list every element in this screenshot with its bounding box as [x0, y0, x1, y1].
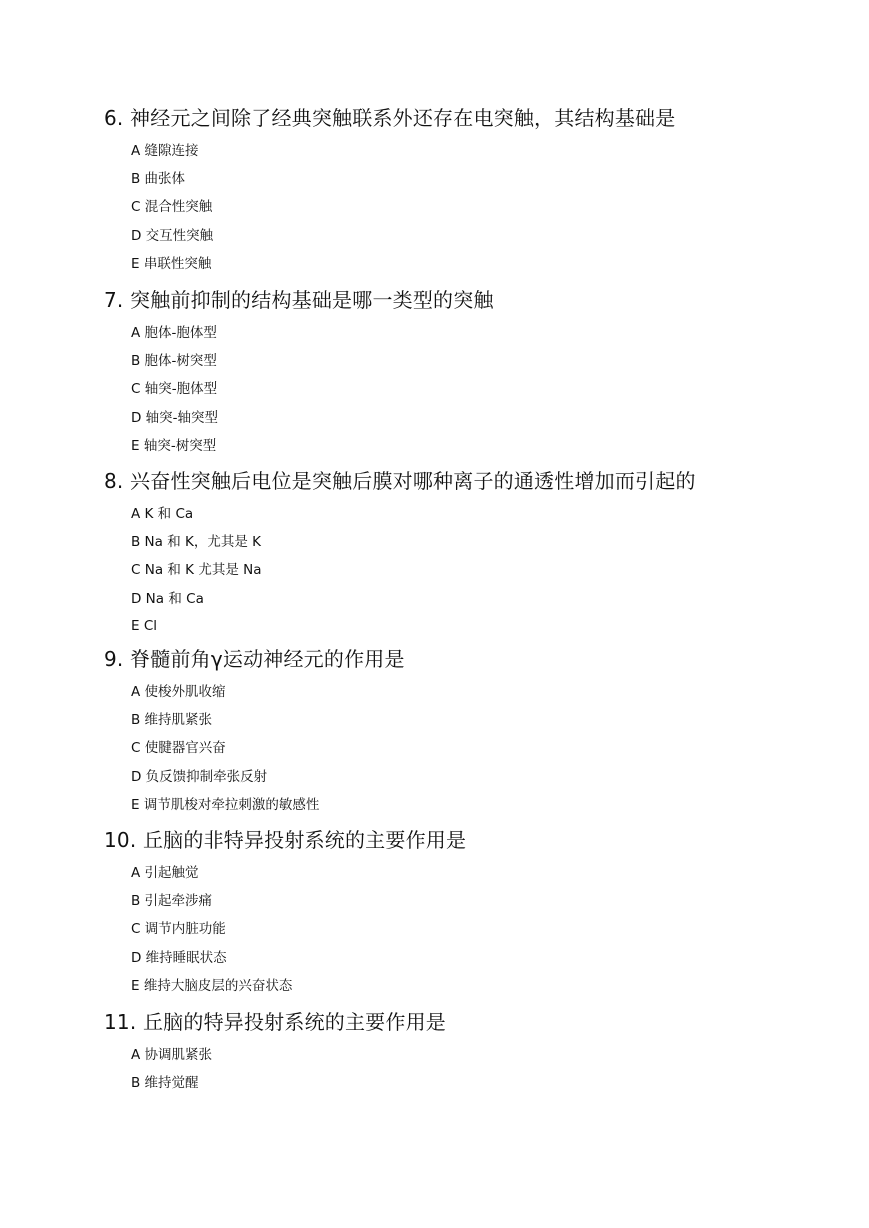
option-d: D 负反馈抑制牵张反射: [131, 768, 268, 785]
option-c: C Na 和 K 尤其是 Na: [131, 562, 262, 579]
option-d: D Na 和 Ca: [131, 590, 204, 607]
option-a: A 胞体-胞体型: [131, 325, 217, 341]
option-list: [131, 324, 218, 465]
question-title: 6. 神经元之间除了经典突触联系外还存在电突触，其结构基础是: [104, 106, 676, 130]
question-title: 8. 兴奋性突触后电位是突触后膜对哪种离子的通透性增加而引起的: [104, 469, 696, 493]
option-e: E 轴突-树突型: [131, 437, 217, 454]
question-title: 7. 突触前抑制的结构基础是哪一类型的突触: [104, 288, 494, 312]
option-b: B 胞体-树突型: [131, 353, 217, 370]
option-b: B Na 和 K，尤其是 K: [131, 534, 262, 551]
option-b: B 维持肌紧张: [131, 712, 213, 729]
option-list: [131, 142, 213, 283]
option-e: E 串联性突触: [131, 255, 212, 272]
option-c: C 调节内脏功能: [131, 921, 226, 938]
option-c: C 使腱器官兴奋: [131, 740, 226, 757]
option-list: [131, 505, 261, 645]
option-a: A 协调肌紧张: [131, 1047, 213, 1063]
question-title: 9. 脊髓前角γ运动神经元的作用是: [104, 647, 405, 671]
option-a: A 使梭外肌收缩: [131, 684, 226, 700]
option-b: B 维持觉醒: [131, 1075, 199, 1092]
option-a: A 缝隙连接: [131, 143, 199, 159]
option-list: [131, 864, 292, 1005]
option-list: [131, 683, 319, 824]
option-c: C 轴突-胞体型: [131, 381, 218, 398]
option-d: D 维持睡眠状态: [131, 949, 227, 966]
option-d: D 交互性突触: [131, 227, 214, 244]
option-b: B 曲张体: [131, 171, 186, 188]
option-e: E 维持大脑皮层的兴奋状态: [131, 977, 293, 994]
option-e: E 调节肌梭对牵拉刺激的敏感性: [131, 796, 320, 813]
option-list: [131, 1046, 212, 1102]
option-a: A K 和 Ca: [131, 506, 194, 522]
question-title: 11. 丘脑的特异投射系统的主要作用是: [104, 1010, 446, 1034]
option-d: D 轴突-轴突型: [131, 409, 219, 426]
question-title: 10. 丘脑的非特异投射系统的主要作用是: [104, 828, 467, 852]
option-a: A 引起触觉: [131, 865, 199, 881]
option-c: C 混合性突触: [131, 199, 213, 216]
option-e: E Cl: [131, 617, 157, 634]
option-b: B 引起牵涉痛: [131, 893, 213, 910]
